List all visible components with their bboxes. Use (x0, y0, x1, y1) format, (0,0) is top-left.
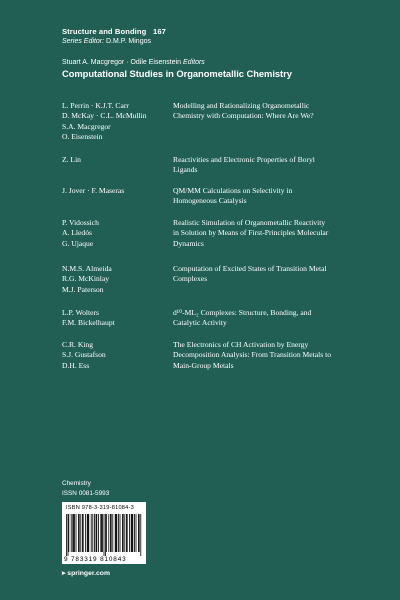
barcode-bar (102, 514, 103, 552)
barcode-bar (129, 514, 130, 552)
toc-authors (62, 155, 167, 165)
publisher-link[interactable]: ▸ springer.com (62, 570, 110, 577)
issn: ISSN 0081-5993 (62, 489, 110, 497)
chapter-title-line: d¹⁰-ML₂ Complexes: Structure, Bonding, and (173, 308, 312, 317)
ean-number: 9 783319 810843 (64, 556, 127, 563)
barcode-bar (72, 514, 73, 552)
barcode-bar (73, 514, 74, 552)
toc-chapter-title (173, 101, 368, 122)
toc-authors (62, 340, 167, 371)
chapter-title-line: QM/MM Calculations on Selectivity in (173, 186, 293, 195)
author-line: S.J. Gustafson (62, 350, 106, 360)
barcode-bar (100, 514, 101, 552)
chapter-title-line: Dynamics (173, 238, 204, 248)
barcode-bar (116, 514, 117, 552)
toc-chapter-title (173, 155, 368, 176)
author-line: C.R. King (62, 340, 94, 349)
chapter-title-line: Ligands (173, 165, 198, 175)
author-line: A. Lledós (62, 228, 92, 238)
barcode-bar (94, 514, 95, 552)
toc-authors (62, 101, 167, 143)
toc-chapter-title (173, 308, 368, 329)
barcode-bar (112, 514, 113, 552)
barcode-bar (139, 514, 140, 552)
series-title (62, 27, 382, 37)
barcode-bar (131, 514, 132, 552)
series-name: Structure and Bonding (62, 27, 147, 36)
barcode-bar (87, 514, 88, 552)
toc-chapter-title (173, 264, 368, 285)
subject-label: Chemistry (62, 480, 91, 487)
barcode-bar (80, 514, 81, 552)
barcode-bar (115, 514, 116, 552)
author-line: D. McKay · C.L. McMullin (62, 111, 147, 121)
toc-authors (62, 186, 167, 196)
author-line: F.M. Bickelhaupt (62, 318, 115, 328)
author-line: O. Eisenstein (62, 132, 103, 142)
barcode-bars (66, 514, 142, 556)
barcode-bar (127, 514, 128, 552)
barcode-bar (138, 514, 139, 552)
author-line: R.G. McKinlay (62, 274, 110, 284)
barcode-bar (111, 514, 112, 552)
barcode-bar (108, 514, 109, 552)
volume-number: 167 (153, 27, 166, 36)
barcode-bar (76, 514, 77, 552)
chapter-title-line: The Electronics of CH Activation by Energy (173, 340, 309, 349)
barcode-bar (82, 514, 83, 552)
barcode-bar (120, 514, 121, 552)
barcode-bar (88, 514, 89, 552)
barcode-bar (74, 514, 75, 552)
barcode-bar (124, 514, 125, 552)
author-line: L. Perrin · K.J.T. Carr (62, 101, 129, 110)
barcode-bar (83, 514, 84, 552)
series-editor-name: D.M.P. Mingos (105, 38, 151, 45)
editor-names: Stuart A. Macgregor · Odile Eisenstein (62, 59, 182, 66)
barcode-bar (123, 514, 124, 552)
author-line: M.J. Paterson (62, 284, 104, 294)
chapter-title-line: Main-Group Metals (173, 360, 234, 370)
chapter-title-line: Complexes (173, 274, 208, 284)
barcode-bar (134, 514, 135, 552)
author-line: D.H. Ess (62, 360, 90, 370)
barcode-bar (101, 514, 102, 552)
barcode-bar (106, 514, 107, 552)
barcode-bar (66, 514, 67, 556)
chapter-title-line: Catalytic Activity (173, 318, 227, 328)
barcode-bar (88, 514, 89, 552)
barcode-bar (136, 514, 137, 552)
chapter-title-line: in Solution by Means of First-Principles Molecular (173, 228, 329, 238)
barcode-bar (98, 514, 99, 552)
toc-chapter-title (173, 340, 368, 371)
barcode-bar (79, 514, 80, 552)
barcode-bar (85, 514, 86, 552)
barcode-bar (118, 514, 119, 552)
barcode-bar (92, 514, 93, 552)
barcode-bar (132, 514, 133, 552)
barcode-bar (68, 514, 69, 556)
author-line: Z. Lin (62, 155, 81, 164)
chapter-title-line: Computation of Excited States of Transition Metal (173, 264, 327, 273)
chapter-title-line: Reactivities and Electronic Properties of Boryl (173, 155, 315, 164)
chapter-title-line: Modelling and Rationalizing Organometallic (173, 101, 310, 110)
isbn-number: ISBN 978-3-319-81084-3 (66, 505, 135, 511)
toc-authors (62, 264, 167, 295)
isbn-barcode (62, 502, 146, 564)
author-line: J. Jover · F. Maseras (62, 186, 125, 195)
series-editor-label: Series Editor: (62, 38, 105, 45)
author-line: S.A. Macgregor (62, 121, 111, 131)
author-line: P. Vidossich (62, 218, 99, 227)
barcode-bar (104, 514, 105, 556)
barcode-bar (96, 514, 97, 552)
barcode-bar (110, 514, 111, 552)
barcode-bar (132, 514, 133, 552)
barcode-bar (96, 514, 97, 552)
chapter-title-line: Realistic Simulation of Organometallic Reactivity (173, 218, 326, 227)
toc-chapter-title (173, 186, 368, 207)
barcode-bar (122, 514, 123, 552)
book-title: Computational Studies in Organometallic Chemistry (62, 68, 292, 79)
barcode-bar (91, 514, 92, 552)
barcode-bar (116, 514, 117, 552)
publication-info (62, 479, 109, 498)
barcode-bar (105, 514, 106, 556)
barcode-bar (140, 514, 141, 556)
toc-authors (62, 308, 167, 329)
barcode-bar (126, 514, 127, 552)
toc-authors (62, 218, 167, 249)
chapter-title-line: Chemistry with Computation: Where Are We? (173, 111, 314, 121)
chapter-title-line: Homogeneous Catalysis (173, 196, 247, 206)
chapter-title-line: Decomposition Analysis: From Transition Metals to (173, 350, 331, 360)
barcode-bar (71, 514, 72, 552)
author-line: L.P. Wolters (62, 308, 100, 317)
toc-chapter-title (173, 218, 368, 249)
barcode-bar (78, 514, 79, 552)
barcode-bar (68, 514, 69, 552)
author-line: N.M.S. Almeida (62, 264, 112, 273)
book-editors (62, 58, 205, 68)
author-line: G. Ujaque (62, 238, 94, 248)
editors-label: Editors (183, 59, 205, 66)
series-editor-line (62, 37, 382, 47)
series-header (62, 27, 382, 47)
